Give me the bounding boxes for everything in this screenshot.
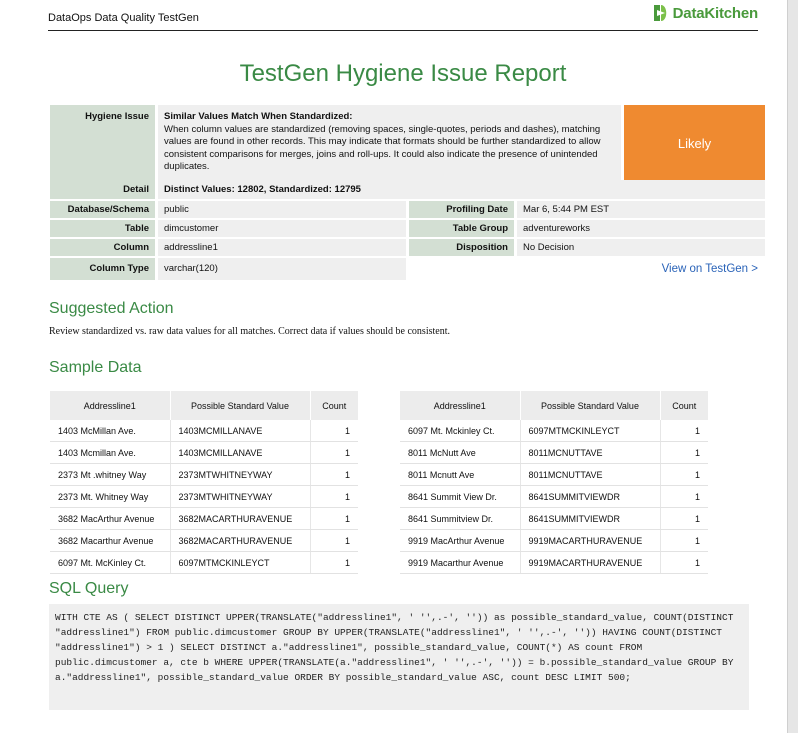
field-value-profiling-date: Mar 6, 5:44 PM EST <box>517 201 765 218</box>
field-value-column-type: varchar(120) <box>158 258 406 280</box>
table-cell: 1 <box>310 442 358 464</box>
column-header: Count <box>660 391 708 420</box>
table-cell: 6097 Mt. Mckinley Ct. <box>400 420 520 442</box>
table-row <box>400 508 708 530</box>
table-cell: 8011MCNUTTAVE <box>520 442 660 464</box>
table-cell: 1 <box>660 486 708 508</box>
field-label-column: Column <box>50 239 155 256</box>
table-row <box>50 552 358 574</box>
hygiene-issue-label: Hygiene Issue <box>50 105 155 182</box>
table-row <box>400 464 708 486</box>
hygiene-issue-value <box>158 105 621 182</box>
field-label-column-type: Column Type <box>50 258 155 280</box>
report-title: TestGen Hygiene Issue Report <box>239 60 567 87</box>
table-row <box>50 530 358 552</box>
table-cell: 3682 Macarthur Avenue <box>50 530 170 552</box>
suggested-action-heading: Suggested Action <box>49 300 174 317</box>
field-value-database-schema: public <box>158 201 406 218</box>
column-header: Possible Standard Value <box>170 391 310 420</box>
table-cell: 1 <box>660 552 708 574</box>
table-cell: 8011MCNUTTAVE <box>520 464 660 486</box>
table-row <box>50 508 358 530</box>
table-cell: 8641 Summitview Dr. <box>400 508 520 530</box>
table-row <box>400 486 708 508</box>
table-cell: 1 <box>310 464 358 486</box>
table-cell: 8641 Summit View Dr. <box>400 486 520 508</box>
field-label-table: Table <box>50 220 155 237</box>
table-header-row <box>400 391 708 420</box>
table-cell: 1 <box>310 486 358 508</box>
table-cell: 1403MCMILLANAVE <box>170 420 310 442</box>
table-cell: 1 <box>310 420 358 442</box>
sample-data-heading: Sample Data <box>49 359 142 376</box>
column-header: Possible Standard Value <box>520 391 660 420</box>
column-header: Addressline1 <box>50 391 170 420</box>
table-row <box>400 420 708 442</box>
column-header: Count <box>310 391 358 420</box>
table-cell: 9919MACARTHURAVENUE <box>520 552 660 574</box>
table-cell: 2373MTWHITNEYWAY <box>170 486 310 508</box>
sample-data-table-left <box>50 391 358 574</box>
table-cell: 1 <box>660 420 708 442</box>
sample-data-table-right <box>400 391 708 574</box>
table-cell: 9919 MacArthur Avenue <box>400 530 520 552</box>
table-row <box>50 442 358 464</box>
datakitchen-logo-icon <box>653 4 669 22</box>
table-cell: 1 <box>660 442 708 464</box>
field-label-disposition: Disposition <box>409 239 514 256</box>
datakitchen-logo <box>653 4 758 22</box>
report-header <box>48 0 758 31</box>
field-value-table-group: adventureworks <box>517 220 765 237</box>
table-cell: 2373 Mt .whitney Way <box>50 464 170 486</box>
table-cell: 8011 McNutt Ave <box>400 442 520 464</box>
view-on-testgen-link[interactable]: View on TestGen > <box>661 263 758 275</box>
table-row <box>50 486 358 508</box>
field-label-table-group: Table Group <box>409 220 514 237</box>
table-cell: 8641SUMMITVIEWDR <box>520 508 660 530</box>
logo-text: DataKitchen <box>672 4 758 22</box>
table-cell: 9919 Macarthur Avenue <box>400 552 520 574</box>
table-cell: 1 <box>310 530 358 552</box>
issue-name: Similar Values Match When Standardized: <box>164 111 353 122</box>
table-cell: 1403 McMillan Ave. <box>50 420 170 442</box>
table-row <box>400 530 708 552</box>
table-cell: 1 <box>660 508 708 530</box>
field-label-database-schema: Database/Schema <box>50 201 155 218</box>
table-cell: 2373MTWHITNEYWAY <box>170 464 310 486</box>
detail-value: Distinct Values: 12802, Standardized: 12795 <box>158 180 765 199</box>
table-cell: 3682 MacArthur Avenue <box>50 508 170 530</box>
sql-query-box <box>49 604 749 710</box>
table-row <box>50 464 358 486</box>
table-cell: 9919MACARTHURAVENUE <box>520 530 660 552</box>
table-row <box>400 442 708 464</box>
page-edge <box>787 0 798 733</box>
column-header: Addressline1 <box>400 391 520 420</box>
detail-label: Detail <box>50 180 155 199</box>
suggested-action-text: Review standardized vs. raw data values for all matches. Correct data if values should be consistent. <box>49 326 450 337</box>
table-cell: 1 <box>660 530 708 552</box>
table-cell: 8641SUMMITVIEWDR <box>520 486 660 508</box>
table-cell: 1 <box>310 508 358 530</box>
table-cell: 2373 Mt. Whitney Way <box>50 486 170 508</box>
table-cell: 6097MTMCKINLEYCT <box>520 420 660 442</box>
table-cell: 1403MCMILLANAVE <box>170 442 310 464</box>
app-name: DataOps Data Quality TestGen <box>48 12 199 24</box>
likelihood-badge: Likely <box>624 105 765 182</box>
field-value-disposition: No Decision <box>517 239 765 256</box>
table-cell: 1403 Mcmillan Ave. <box>50 442 170 464</box>
table-row <box>50 420 358 442</box>
sql-query-heading: SQL Query <box>49 580 129 597</box>
table-cell: 3682MACARTHURAVENUE <box>170 530 310 552</box>
sql-query-text: WITH CTE AS ( SELECT DISTINCT UPPER(TRANSLATE("addressline1", ' '',.-', '')) as possible_standard_value, COUNT(DISTINCT "addressline1") FROM public.dimcustomer GROUP BY UPPER(TRANSLATE("addressline1", ' '',.-', '')) HAVING COUNT(DISTINCT "addressline1") > 1 ) SELECT DISTINCT a."addressline1", possible_standard_value, COUNT(*) AS count FROM public.dimcustomer a, cte b WHERE UPPER(TRANSLATE(a."addressline1", ' '',.-', '')) = b.possible_standard_value GROUP BY a."addressline1", possible_standard_value ORDER BY possible_standard_value ASC, count DESC LIMIT 500; <box>55 612 734 683</box>
table-row <box>400 552 708 574</box>
field-label-profiling-date: Profiling Date <box>409 201 514 218</box>
table-cell: 6097MTMCKINLEYCT <box>170 552 310 574</box>
table-cell: 6097 Mt. McKinley Ct. <box>50 552 170 574</box>
table-cell: 8011 Mcnutt Ave <box>400 464 520 486</box>
table-cell: 1 <box>660 464 708 486</box>
table-header-row <box>50 391 358 420</box>
field-value-table: dimcustomer <box>158 220 406 237</box>
field-value-column: addressline1 <box>158 239 406 256</box>
issue-description: When column values are standardized (removing spaces, single-quotes, periods and dashes), matching values are found in other records. This may indicate that formats should be further standardized to allow consistent comparisons for merges, joins and roll-ups. It could also indicate the presence of unintended duplicates. <box>164 123 601 172</box>
table-cell: 3682MACARTHURAVENUE <box>170 508 310 530</box>
table-cell: 1 <box>310 552 358 574</box>
